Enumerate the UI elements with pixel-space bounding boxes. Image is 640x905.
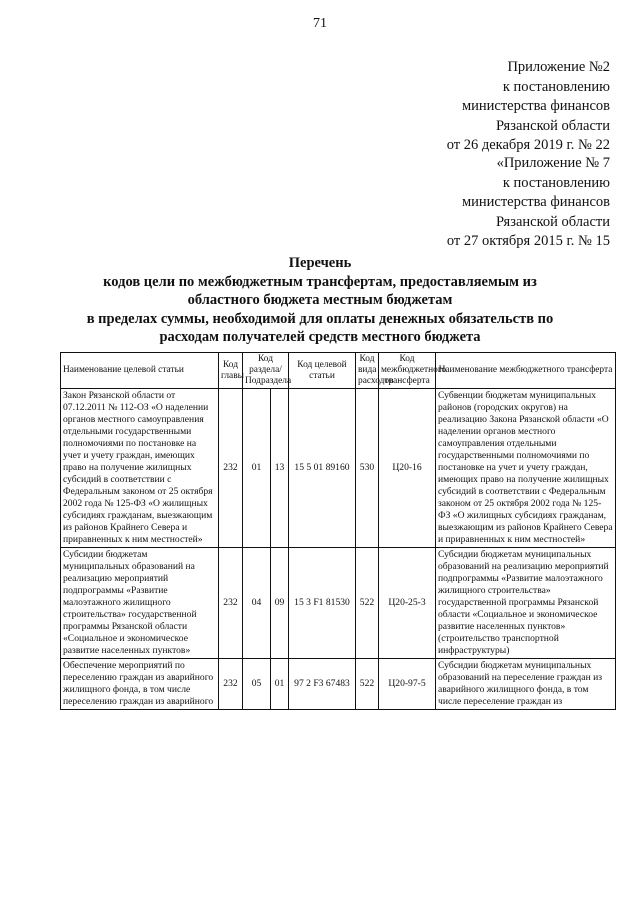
cell-transfer-name: Субсидии бюджетам муниципальных образований на переселение граждан из аварийного жилищного фонда, в том числе переселение граждан из (436, 659, 616, 710)
cell-exp-type: 522 (356, 548, 379, 659)
header-exp-type: Код вида расходов (356, 353, 379, 389)
appendix-line: к постановлению (502, 174, 610, 191)
cell-exp-type: 522 (356, 659, 379, 710)
cell-chapter: 232 (219, 389, 243, 548)
appendix-line: министерства финансов (461, 98, 610, 114)
appendix-line: от 26 декабря 2019 г. № 22 (446, 137, 610, 153)
header-transfer-code: Код межбюджетного трансферта (379, 353, 436, 389)
cell-transfer-name: Субвенции бюджетам муниципальных районов (городских округов) на реализацию Закона Рязанской области «О наделении органов местного самоуправления отдельными государственными полномочиями по постановке на учет и учету граждан, имеющих право на получение жилищных субсидий в соответствии с Федеральным законом от 25 октября 2002 года № 125-ФЗ «О жилищных субсидиях гражданам, выезжающим из районов Крайнего Севера и приравненных к ним местностей» (436, 389, 616, 548)
title-line: расходам получателей средств местного бюджета (159, 329, 481, 345)
cell-exp-type: 530 (356, 389, 379, 548)
appendix-line: от 27 октября 2015 г. № 15 (446, 233, 610, 249)
cell-transfer-name: Субсидии бюджетам муниципальных образований на реализацию мероприятий подпрограммы «Развитие малоэтажного жилищного строительства» государственной программы Рязанской области «Социальное и экономическое развитие населенных пунктов» (строительство транспортной инфраструктуры) (436, 548, 616, 659)
appendix-line: Приложение №2 (507, 59, 610, 75)
appendix-block-2019 (447, 58, 610, 156)
table-row (61, 659, 616, 710)
cell-target: 97 2 F3 67483 (289, 659, 356, 710)
cell-section: 04 (243, 548, 271, 659)
title-line: кодов цели по межбюджетным трансфертам, предоставляемым из (103, 273, 537, 290)
header-chapter: Код главы (219, 353, 243, 389)
table-row (61, 389, 616, 548)
title-line: Перечень (288, 255, 352, 271)
cell-subsection: 01 (271, 659, 289, 710)
cell-target: 15 5 01 89160 (289, 389, 356, 548)
appendix-block-2015 (447, 154, 610, 252)
title-line: в пределах суммы, необходимой для оплаты денежных обязательств по (86, 310, 554, 327)
cell-chapter: 232 (219, 548, 243, 659)
appendix-line: Рязанской области (496, 213, 610, 230)
appendix-line: министерства финансов (461, 194, 610, 210)
cell-section: 05 (243, 659, 271, 710)
document-title (40, 254, 600, 347)
header-name: Наименование целевой статьи (61, 353, 219, 389)
appendix-line: Рязанской области (496, 117, 610, 134)
cell-name: Субсидии бюджетам муниципальных образований на реализацию мероприятий подпрограммы «Развитие малоэтажного жилищного строительства» государственной программы Рязанской области «Социальное и экономическое развитие населенных пунктов» (61, 548, 219, 659)
cell-subsection: 09 (271, 548, 289, 659)
header-section: Код раздела/ Подраздела (243, 353, 289, 389)
cell-subsection: 13 (271, 389, 289, 548)
cell-name: Закон Рязанской области от 07.12.2011 № 112-ОЗ «О наделении органов местного самоуправления отдельными государственными полномочиями по постановке на учет и учету граждан, имеющих право на получение жилищных субсидий в соответствии с Федеральным законом от 25 октября 2002 года № 125-ФЗ «О жилищных субсидиях гражданам, выезжающим из районов Крайнего Севера и приравненных к ним местностей» (61, 389, 219, 548)
appendix-line: «Приложение № 7 (496, 155, 610, 171)
cell-name: Обеспечение мероприятий по переселению граждан из аварийного жилищного фонда, в том числе переселению граждан из аварийного (61, 659, 219, 710)
table-row (61, 548, 616, 659)
cell-section: 01 (243, 389, 271, 548)
title-line: областного бюджета местным бюджетам (187, 292, 453, 308)
appendix-line: к постановлению (502, 78, 610, 95)
cell-transfer-code: Ц20-97-5 (379, 659, 436, 710)
cell-chapter: 232 (219, 659, 243, 710)
header-target: Код целевой статьи (289, 353, 356, 389)
table-header-row (61, 353, 616, 389)
target-codes-table (60, 352, 616, 710)
cell-target: 15 3 F1 81530 (289, 548, 356, 659)
cell-transfer-code: Ц20-25-3 (379, 548, 436, 659)
cell-transfer-code: Ц20-16 (379, 389, 436, 548)
header-transfer-name: Наименование межбюджетного трансферта (436, 353, 616, 389)
page-number: 71 (313, 16, 327, 31)
